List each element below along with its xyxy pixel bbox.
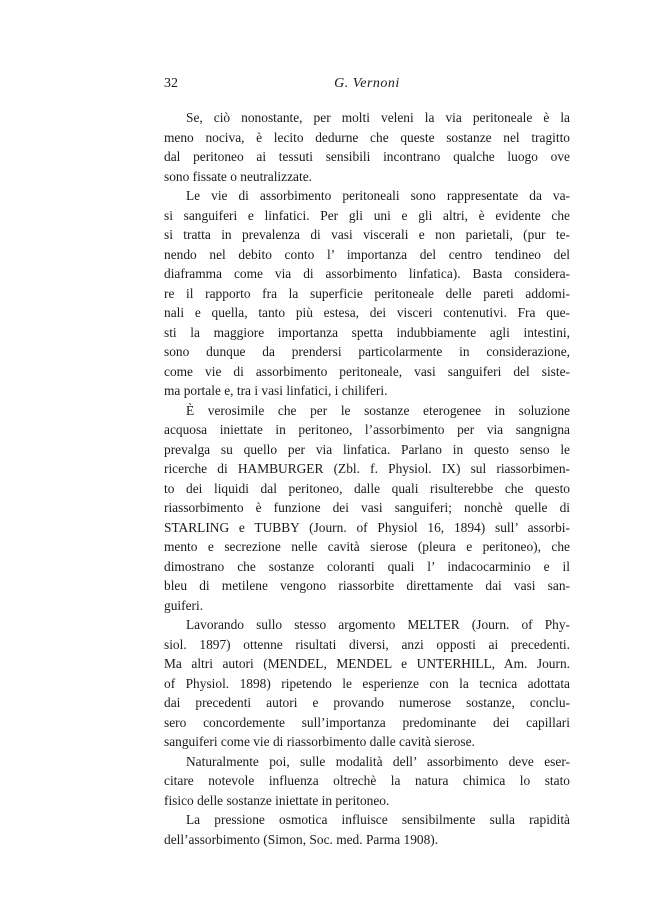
text-line: acquosa iniettate in peritoneo, l’assorbimento per via sangnigna (164, 422, 570, 437)
text-line: guiferi. (164, 597, 204, 613)
text-line: STARLING e TUBBY (Journ. of Physiol 16, 1894) sull’ assorbi- (164, 519, 570, 535)
text-line: La pressione osmotica influisce sensibilmente sulla rapidità (186, 812, 570, 827)
text-line: come vie di assorbimento peritoneale, vasi sanguiferi del siste- (164, 363, 570, 379)
text-line: nali e quella, tanto più estesa, dei visceri contenutivi. Fra que- (164, 305, 570, 320)
text-line: fisico delle sostanze iniettate in peritoneo. (164, 792, 390, 808)
text-line: dimostrano che sostanze coloranti quali l’ indacocarminio e il (164, 558, 570, 574)
text-line: sono fissate o neutralizzate. (164, 168, 312, 184)
page-header (164, 76, 570, 96)
text-line: Ma altri autori (MENDEL, MENDEL e UNTERHILL, Am. Journ. (164, 656, 570, 671)
text-line: sono dunque da prendersi particolarmente in considerazione, (164, 344, 570, 359)
text-line: bleu di metilene vengono riassorbite direttamente dai vasi san- (164, 578, 570, 593)
text-line: si sanguiferi e linfatici. Per gli uni e gli altri, è evidente che (164, 207, 570, 223)
text-line: riassorbimento è funzione dei vasi sanguiferi; nonchè quelle di (164, 500, 570, 515)
text-line: siol. 1897) ottenne risultati diversi, anzi opposti ai precedenti. (164, 636, 570, 652)
running-head: G. Vernoni (334, 76, 400, 91)
text-line: to dei liquidi dal peritoneo, dalle quali risulterebbe che questo (164, 480, 570, 496)
text-line: dai precedenti autori e provando numerose sostanze, conclu- (164, 695, 570, 710)
text-line: ricerche di HAMBURGER (Zbl. f. Physiol. IX) sul riassorbimen- (164, 461, 570, 476)
text-line: Lavorando sullo stesso argomento MELTER (Journ. of Phy- (186, 617, 570, 632)
text-line: meno nociva, è lecito dedurne che queste sostanze nel tragitto (164, 129, 570, 145)
text-line: sti la maggiore importanza spetta indubbiamente agli intestini, (164, 324, 570, 340)
text-line: sanguiferi come vie di riassorbimento dalle cavità sierose. (164, 734, 475, 749)
body-text (164, 108, 570, 849)
text-line: ma portale e, tra i vasi linfatici, i chiliferi. (164, 383, 388, 398)
text-line: re il rapporto fra la superficie peritoneale delle pareti addomi- (164, 285, 570, 301)
text-line: dell’assorbimento (Simon, Soc. med. Parma 1908). (164, 831, 439, 847)
page-number: 32 (164, 76, 178, 91)
text-line: Se, ciò nonostante, per molti veleni la via peritoneale è la (186, 110, 570, 125)
text-line: of Physiol. 1898) ripetendo le esperienze con la tecnica adottata (164, 675, 570, 691)
text-line: È verosimile che per le sostanze eterogenee in soluzione (186, 402, 570, 418)
text-line: Le vie di assorbimento peritoneali sono rappresentate da va- (186, 188, 570, 203)
text-line: Naturalmente poi, sulle modalità dell’ assorbimento deve eser- (186, 753, 570, 769)
text-line: prevalga su quello per via linfatica. Parlano in questo senso le (164, 441, 570, 457)
text-line: sero concordemente sull’importanza predominante dei capillari (164, 714, 570, 730)
text-line: mento e secrezione nelle cavità sierose (pleura e peritoneo), che (164, 539, 570, 554)
text-line: citare notevole influenza oltrechè la natura chimica lo stato (164, 773, 570, 788)
text-line: dal peritoneo ai tessuti sensibili incontrano qualche luogo ove (164, 149, 570, 164)
text-line: diaframma come via di assorbimento linfatica). Basta considera- (164, 266, 570, 281)
text-line: nendo nel debito conto l’ importanza del centro tendineo del (164, 246, 570, 262)
text-line: si tratta in prevalenza di vasi viscerali e non parietali, (pur te- (164, 227, 570, 242)
